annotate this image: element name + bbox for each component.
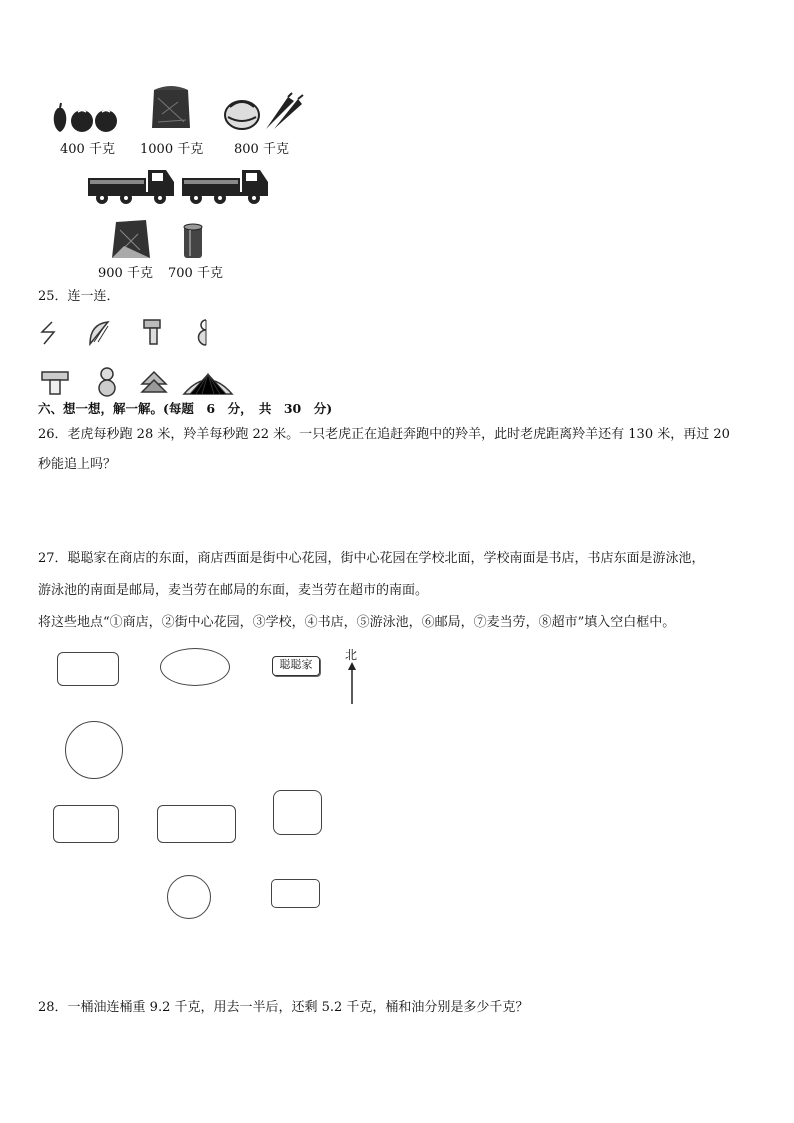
umbrella-whole-icon — [182, 370, 234, 396]
fruit-icon — [48, 102, 120, 134]
snowman-half-icon — [196, 318, 210, 348]
fruit-weight-label: 400 千克 — [60, 142, 115, 157]
question-28-text: 28．一桶油连桶重 9.2 千克，用去一半后，还剩 5.2 千克，桶和油分别是多少千克？ — [38, 1000, 529, 1015]
truck-right-icon — [180, 164, 270, 206]
map-blank-box[interactable] — [57, 652, 119, 686]
zigzag-half-icon — [38, 320, 60, 346]
question-27-line2: 游泳池的南面是邮局，麦当劳在邮局的东面，麦当劳在超市的南面。 — [38, 583, 429, 598]
question-25-title: 25．连一连． — [38, 289, 120, 304]
barrel-weight-label: 700 千克 — [168, 266, 223, 281]
mushroom-whole-icon — [40, 370, 70, 396]
map-blank-ellipse[interactable] — [160, 648, 230, 686]
home-label: 聪聪家 — [272, 656, 320, 676]
question-26-line2: 秒能追上吗？ — [38, 457, 117, 472]
question-27-line1: 27．聪聪家在商店的东面，商店西面是街中心花园，街中心花园在学校北面，学校南面是书店，书店东面是游泳池， — [38, 551, 705, 566]
vegetables-icon — [222, 93, 304, 133]
section-6-title: 六、想一想，解一解。(每题 6 分， 共 30 分) — [38, 401, 333, 416]
map-blank-circle[interactable] — [167, 875, 211, 919]
question-26-line1: 26．老虎每秒跑 28 米，羚羊每秒跑 22 米。一只老虎正在追赶奔跑中的羚羊，此时老虎距离羚羊还有 130 米，再过 20 — [38, 427, 730, 442]
map-blank-box[interactable] — [273, 790, 322, 835]
question-27-line3: 将这些地点“①商店，②街中心花园，③学校，④书店，⑤游泳池，⑥邮局，⑦麦当劳，⑧超市”填入空白框中。 — [38, 615, 676, 630]
tree-whole-icon — [140, 370, 168, 396]
north-arrow-icon — [346, 660, 358, 706]
map-blank-circle[interactable] — [65, 721, 123, 779]
bag-weight-label: 900 千克 — [98, 266, 153, 281]
map-blank-box[interactable] — [53, 805, 119, 843]
umbrella-half-icon — [86, 320, 112, 346]
snowman-whole-icon — [96, 366, 118, 398]
bag-icon — [110, 218, 152, 260]
barrel-icon — [182, 222, 206, 262]
sack-weight-label: 1000 千克 — [140, 142, 204, 157]
map-blank-box[interactable] — [157, 805, 236, 843]
map-blank-box[interactable] — [271, 879, 320, 908]
truck-left-icon — [86, 164, 176, 206]
vegetables-weight-label: 800 千克 — [234, 142, 289, 157]
north-label: 北 — [345, 648, 358, 662]
mushroom-half-icon — [142, 318, 162, 346]
sack-icon — [150, 84, 192, 130]
